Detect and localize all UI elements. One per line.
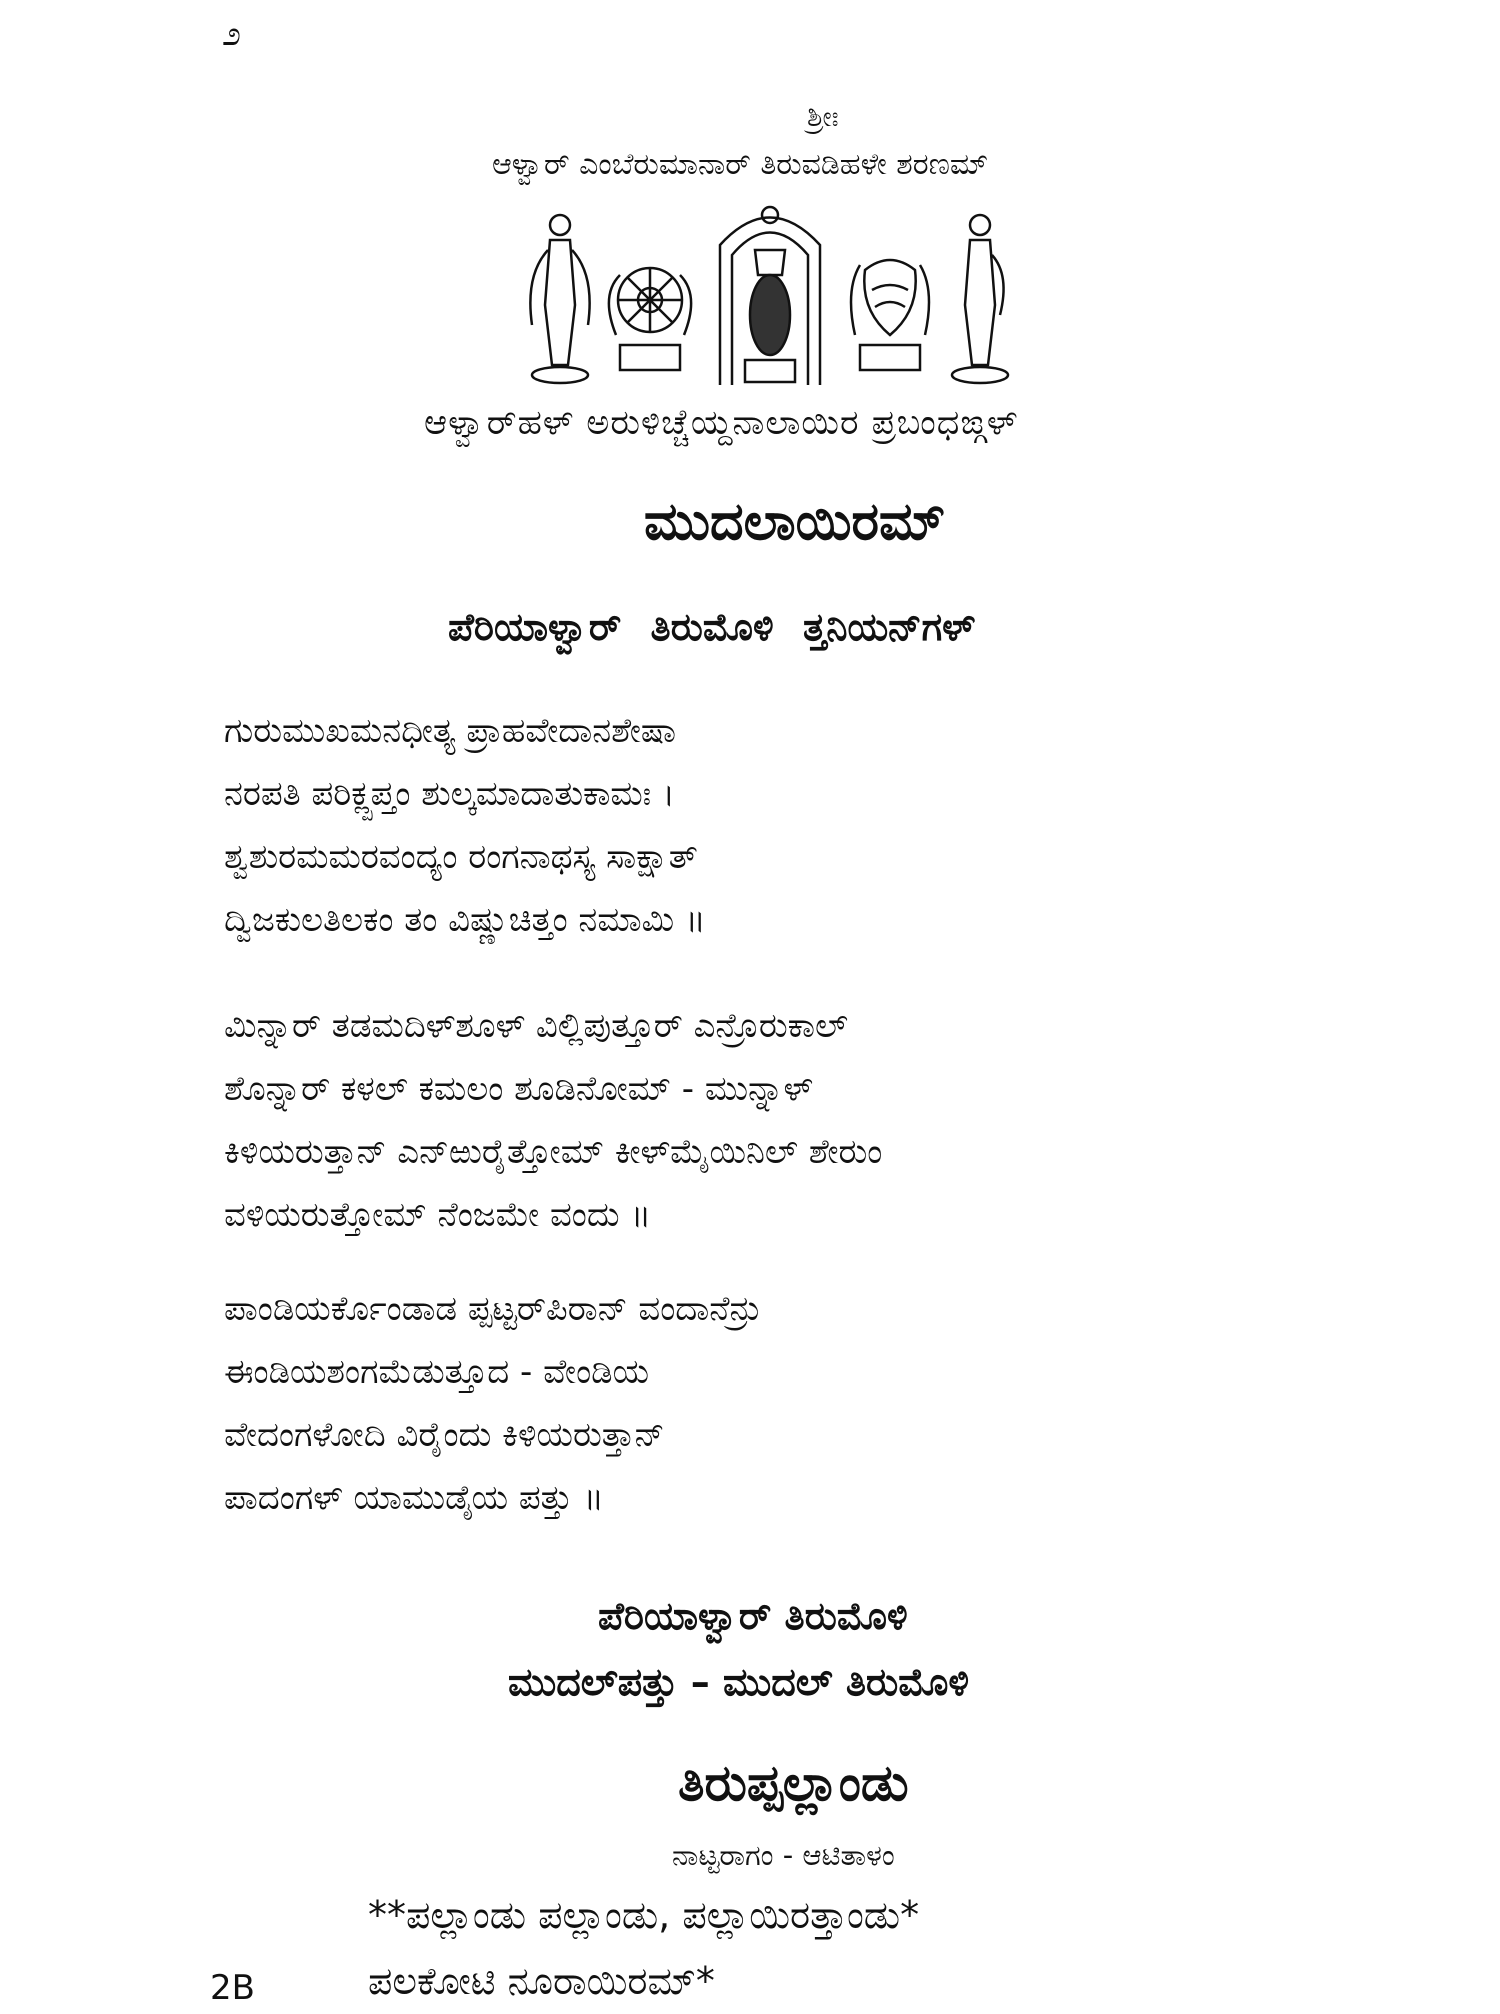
poem-line: ಪಲಕೋಟಿ ನೂರಾಯಿರಮ್* [368, 1959, 715, 2003]
verse-minnar [224, 995, 882, 1247]
verse-pandiyar [224, 1278, 761, 1530]
venkateswara-deity-icon [720, 207, 820, 385]
collection-heading: ಆಳ್ವಾರ್‌ಹಳ್ ಅರುಳಿಚ್ಚೆಯ್ದನಾಲಾಯಿರ ಪ್ರಬಂಧಙ್ಗಳ್ [424, 403, 1019, 443]
section-heading-2: ಮುದಲ್‌ಪತ್ತು – ಮುದಲ್ ತಿರುಮೊಳಿ [508, 1660, 970, 1704]
verse-line: ದ್ವಿಜಕುಲತಿಲಕಂ ತಂ ವಿಷ್ಣುಚಿತ್ತಂ ನಮಾಮಿ ॥ [224, 900, 706, 940]
section-heading-1: ಪೆರಿಯಾಳ್ವಾರ್ ತಿರುಮೊಳಿ [598, 1594, 908, 1638]
verse-line: ಪಾಂಡಿಯರ್ಕೊಂಡಾಡ ಪ್ಪಟ್ಟರ್‌ಪಿರಾನ್ ವಂದಾನೆನ್ರು [224, 1289, 761, 1329]
verse-line: ವಳಿಯರುತ್ತೋಮ್ ನೆಂಜಮೇ ವಂದು ॥ [224, 1195, 652, 1235]
verse-line: ಶ್ವಶುರಮಮರವಂದ್ಯಂ ರಂಗನಾಥಸ್ಯ ಸಾಕ್ಷಾತ್ [224, 837, 698, 877]
garuda-figure-icon [530, 215, 589, 383]
poem-line: **ಪಲ್ಲಾಂಡು ಪಲ್ಲಾಂಡು, ಪಲ್ಲಾಯಿರತ್ತಾಂಡು* [368, 1893, 920, 1937]
bottom-page-code: 2B [210, 1968, 255, 2008]
poem-block [368, 1882, 919, 2014]
verse-sanskrit [224, 700, 706, 952]
raga-tala-line: ನಾಟ್ಟರಾಗಂ - ಆಟಿತಾಳಂ [672, 1838, 895, 1872]
verse-line: ವೇದಂಗಳೋದಿ ವಿರೈಂದು ಕಿಳಿಯರುತ್ತಾನ್ [224, 1415, 665, 1455]
verse-line: ಮಿನ್ನಾರ್ ತಡಮದಿಳ್‌ಶೂಳ್ ವಿಲ್ಲಿಪುತ್ತೂರ್ ಎನ್ರೊರುಕಾಲ್ [224, 1006, 849, 1046]
page-number: ೨ [222, 14, 242, 54]
verse-line: ಈಂಡಿಯಶಂಗಮೆಡುತ್ತೂದ - ವೇಂಡಿಯ [224, 1352, 649, 1392]
conch-icon [851, 260, 929, 370]
verse-line: ಶೊನ್ನಾರ್ ಕಳಲ್ ಕಮಲಂ ಶೂಡಿನೋಮ್ - ಮುನ್ನಾಳ್ [224, 1069, 813, 1109]
sub-title: ಪೆರಿಯಾಳ್ವಾರ್ ತಿರುಮೊಳಿ ತ್ತನಿಯನ್‌ಗಳ್ [448, 605, 976, 649]
invocation-line: ಆಳ್ವಾರ್ ಎಂಬೆರುಮಾನಾರ್ ತಿರುವಡಿಹಳೇ ಶರಣಮ್ [492, 147, 989, 182]
verse-line: ಕಿಳಿಯರುತ್ತಾನ್ ಎನ್‌ಱುರೈತ್ತೋಮ್ ಕೀಳ್‌ಮೈಯಿನಿಲ್ ಶೇರುಂ [224, 1132, 883, 1172]
verse-line: ಗುರುಮುಖಮನಧೀತ್ಯ ಪ್ರಾಹವೇದಾನಶೇಷಾ [224, 711, 677, 751]
verse-line: ನರಪತಿ ಪರಿಕ್ಲ್ಪಪ್ತಂ ಶುಲ್ಕಮಾದಾತುಕಾಮಃ । [224, 774, 675, 814]
main-title: ಮುದಲಾಯಿರಮ್ [644, 492, 946, 552]
chakra-icon [609, 268, 691, 370]
section-title: ತಿರುಪ್ಪಲ್ಲಾಂಡು [678, 1754, 909, 1812]
deity-icon-row [520, 195, 1020, 390]
verse-line: ಪಾದಂಗಳ್ ಯಾಮುಡೈಯ ಪತ್ತು ॥ [224, 1478, 604, 1518]
hanuman-figure-icon [952, 215, 1008, 383]
sri-heading: ಶ್ರೀಃ [807, 100, 839, 133]
